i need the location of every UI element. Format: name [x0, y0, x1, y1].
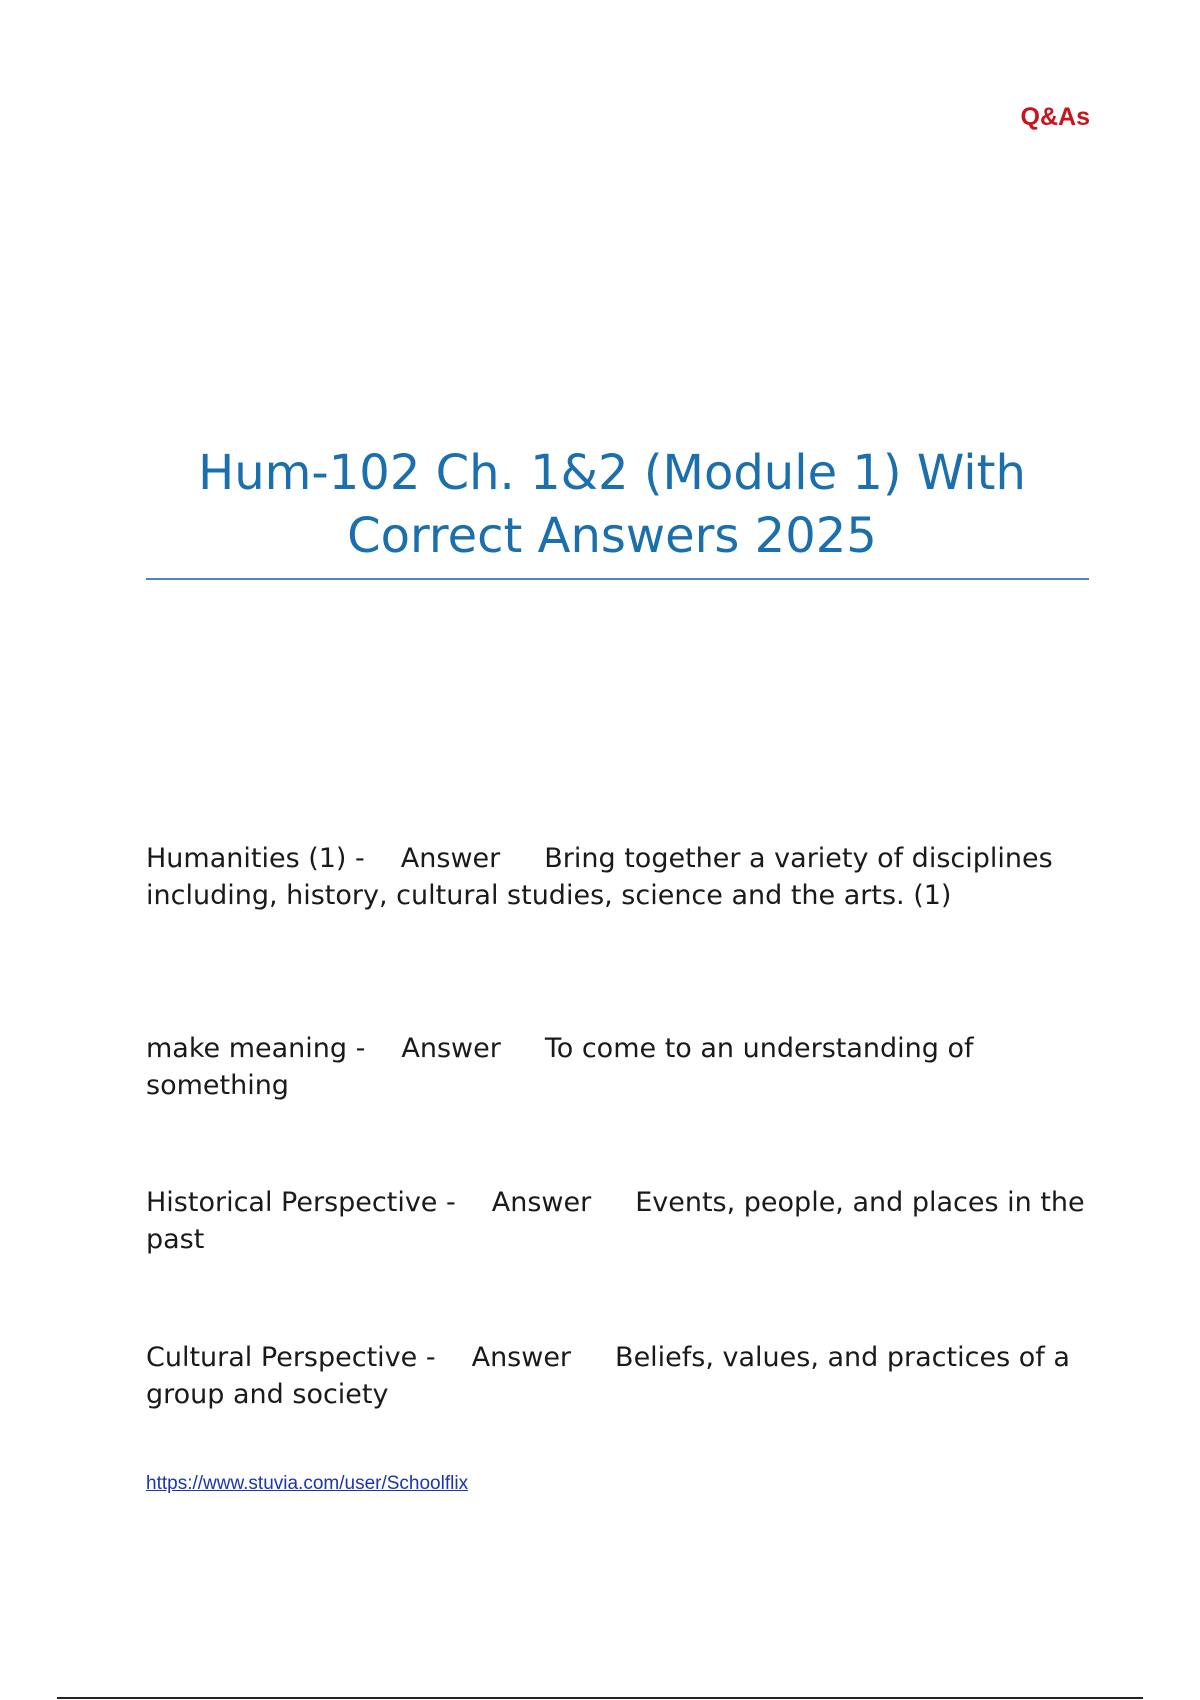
qa-answer: Bring together a variety of disciplines including, history, cultural studies, science and the arts. (1): [146, 843, 1053, 911]
source-link[interactable]: https://www.stuvia.com/user/Schoolflix: [146, 1473, 469, 1494]
document-title: Hum-102 Ch. 1&2 (Module 1) With Correct Answers 2025: [198, 445, 1026, 564]
qa-term: Humanities (1) -: [146, 843, 365, 874]
qa-answer-label: Answer: [400, 843, 501, 874]
qa-item: [146, 1030, 1096, 1104]
qa-answer-label: Answer: [401, 1033, 501, 1064]
qa-answer: Beliefs, values, and practices of a group and society: [146, 1342, 1070, 1410]
qa-answer-label: Answer: [471, 1342, 572, 1373]
qa-item: [146, 840, 1096, 914]
qa-item: [146, 1339, 1096, 1413]
qa-answer: Events, people, and places in the past: [146, 1187, 1085, 1255]
qa-item: [146, 1184, 1096, 1258]
qa-answer: To come to an understanding of something: [146, 1033, 974, 1101]
qa-answer-label: Answer: [491, 1187, 592, 1218]
title-divider: [146, 578, 1089, 580]
qa-term: make meaning -: [146, 1033, 366, 1064]
footer-divider: [57, 1697, 1143, 1699]
qa-term: Historical Perspective -: [146, 1187, 456, 1218]
qas-badge: Q&As: [1020, 103, 1090, 131]
qa-term: Cultural Perspective -: [146, 1342, 436, 1373]
